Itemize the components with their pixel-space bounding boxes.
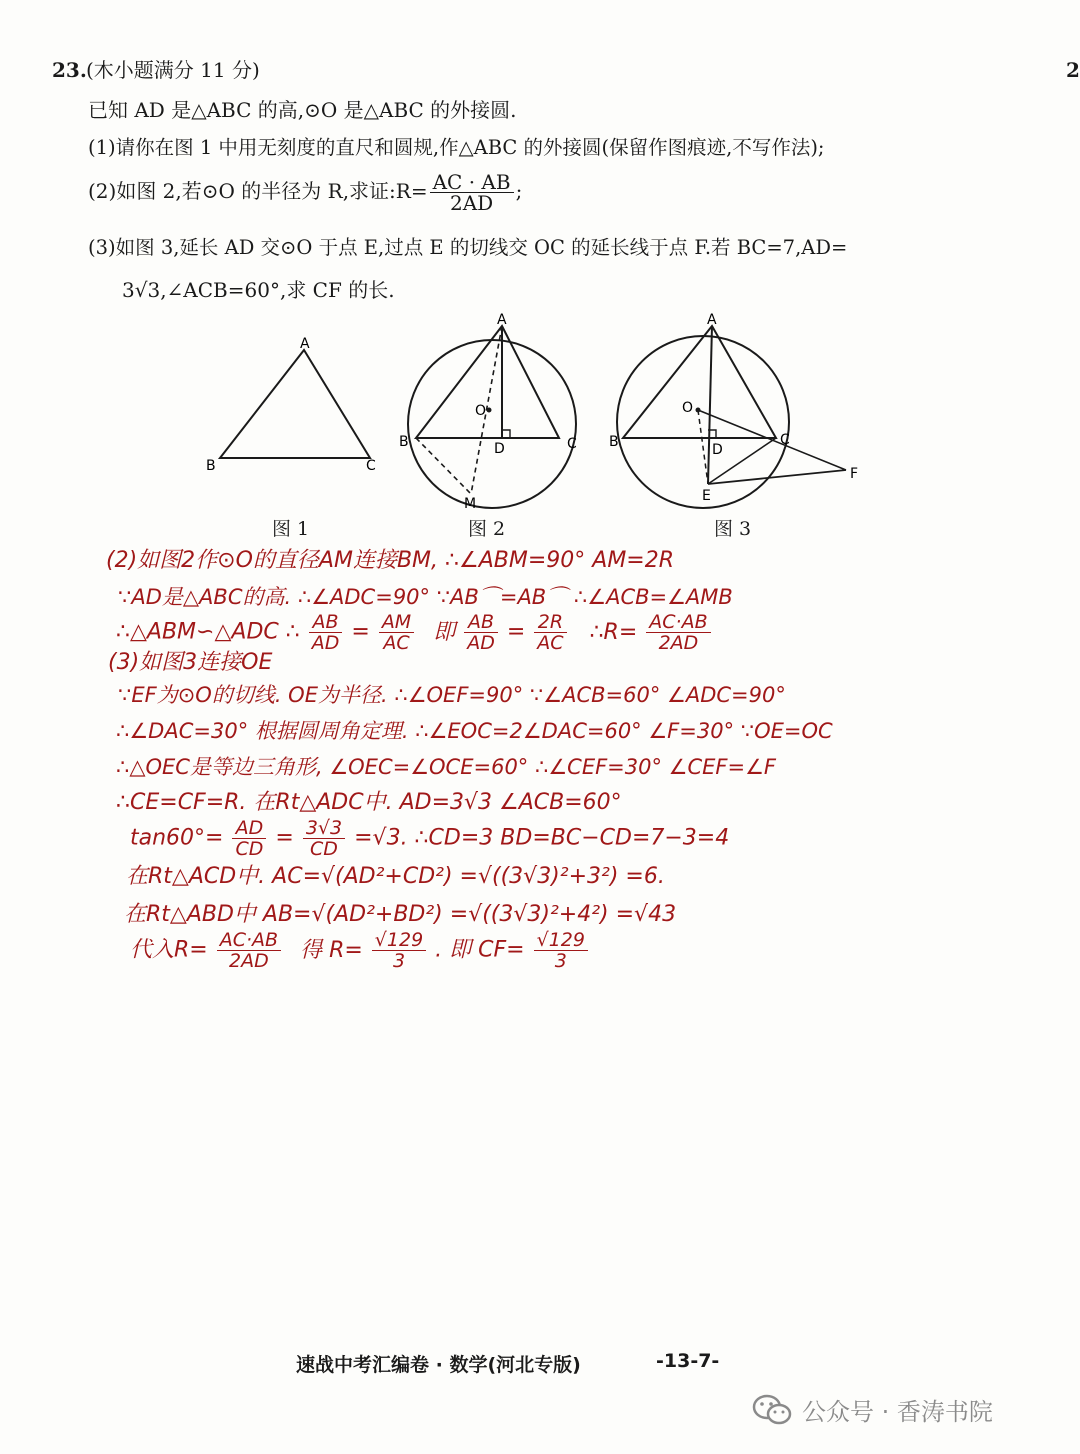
fig2-center bbox=[487, 408, 492, 413]
solution-line-3 bbox=[116, 612, 713, 653]
figure-3 bbox=[604, 312, 874, 512]
fig1-label-a: A bbox=[300, 336, 310, 352]
fig3-label-e: E bbox=[702, 488, 711, 504]
sol12-frac-3-den: 3 bbox=[554, 950, 567, 972]
sol9-frac-1-den: CD bbox=[235, 838, 264, 860]
fig2-label-b: B bbox=[399, 434, 409, 450]
sol3-frac-2-den: AC bbox=[383, 632, 410, 654]
sol9-text-b: =√3. ∴CD=3 BD=BC−CD=7−3=4 bbox=[354, 825, 730, 851]
caption-figure-3: 图 3 bbox=[714, 518, 752, 540]
sol3-text-c: ∴R= bbox=[589, 619, 638, 645]
fig1-label-c: C bbox=[366, 458, 376, 474]
sol12-frac-2-num: √129 bbox=[372, 930, 426, 951]
part2-suffix: ; bbox=[515, 179, 523, 203]
footer-page-number: -13-7- bbox=[656, 1350, 720, 1372]
question-part2 bbox=[88, 172, 522, 213]
solution-line-2: ∵AD是△ABC的高. ∴∠ADC=90° ∵AB⌒=AB⌒ ∴∠ACB=∠AMB bbox=[118, 585, 733, 609]
sol3-frac-4-den: AC bbox=[537, 632, 564, 654]
fig3-altitude-extended bbox=[708, 326, 712, 484]
sol3-frac-2-num: AM bbox=[379, 612, 414, 633]
question-header: (木小题满分 11 分) bbox=[86, 58, 260, 82]
fig2-triangle bbox=[416, 326, 559, 438]
fig2-label-o: O bbox=[475, 403, 487, 419]
fig3-label-o: O bbox=[682, 400, 694, 416]
sol12-text-b: 得 R= bbox=[300, 937, 363, 963]
fig2-right-angle bbox=[502, 430, 510, 438]
caption-figure-2: 图 2 bbox=[468, 518, 506, 540]
sol3-eq-2: = bbox=[506, 619, 526, 645]
sol9-eq: = bbox=[275, 825, 294, 851]
sol9-frac-1-num: AD bbox=[232, 818, 266, 839]
watermark-text: 公众号 · 香涛书院 bbox=[802, 1398, 993, 1426]
fig1-triangle bbox=[220, 350, 370, 458]
fig3-oe-dashed bbox=[698, 410, 708, 484]
sol12-frac-1 bbox=[217, 930, 281, 971]
sol12-frac-2 bbox=[372, 930, 426, 971]
sol3-frac-5-den: 2AD bbox=[658, 632, 699, 654]
solution-line-4: (3)如图3连接OE bbox=[108, 650, 273, 675]
sol3-text-a: ∴△ABM∽△ADC ∴ bbox=[116, 619, 300, 645]
solution-line-11: 在Rt△ABD中 AB=√(AD²+BD²) =√((3√3)²+4²) =√43 bbox=[124, 902, 677, 927]
sol3-frac-1-num: AB bbox=[309, 612, 343, 633]
fig2-label-m: M bbox=[464, 496, 477, 510]
question-part1: (1)请你在图 1 中用无刻度的直尺和圆规,作△ABC 的外接圆(保留作图痕迹,不写作法); bbox=[88, 136, 825, 159]
sol12-text-c: . 即 CF= bbox=[435, 937, 525, 963]
figure-2 bbox=[395, 312, 590, 510]
watermark bbox=[752, 1392, 993, 1427]
question-part3-line2: 3√3,∠ACB=60°,求 CF 的长. bbox=[122, 278, 395, 302]
solution-line-12 bbox=[130, 930, 590, 971]
fig3-label-f: F bbox=[850, 466, 859, 482]
fig2-label-d: D bbox=[494, 441, 505, 457]
part2-fraction bbox=[430, 172, 514, 213]
sol3-frac-3-den: AD bbox=[467, 632, 495, 654]
fig3-center bbox=[696, 408, 701, 413]
sol12-text-a: 代入R= bbox=[130, 937, 208, 963]
sol3-frac-2 bbox=[379, 612, 414, 653]
sol3-frac-3-num: AB bbox=[464, 612, 498, 633]
wechat-icon bbox=[752, 1393, 792, 1427]
sol9-frac-1 bbox=[232, 818, 266, 859]
solution-line-1: (2)如图2作⊙O的直径AM连接BM, ∴∠ABM=90° AM=2R bbox=[106, 548, 675, 573]
part2-prefix: (2)如图 2,若⊙O 的半径为 R,求证:R= bbox=[88, 179, 428, 203]
sol9-frac-2-num: 3√3 bbox=[303, 818, 345, 839]
sol3-frac-5 bbox=[646, 612, 710, 653]
solution-line-6: ∴∠DAC=30° 根据圆周角定理. ∴∠EOC=2∠DAC=60° ∠F=30° ∵OE=OC bbox=[116, 719, 833, 743]
part2-numerator: AC · AB bbox=[430, 172, 514, 193]
caption-figure-1: 图 1 bbox=[272, 518, 310, 540]
figure-1 bbox=[200, 330, 390, 480]
fig3-circle bbox=[617, 336, 789, 508]
corner-marker: 2 bbox=[1066, 58, 1080, 82]
fig2-label-a: A bbox=[497, 312, 507, 328]
sol3-frac-5-num: AC·AB bbox=[646, 612, 710, 633]
solution-line-7: ∴△OEC是等边三角形, ∠OEC=∠OCE=60° ∴∠CEF=30° ∠CEF=∠F bbox=[116, 755, 777, 779]
fig3-tangent-ef bbox=[708, 470, 846, 484]
fig3-label-c: C bbox=[780, 432, 790, 448]
fig2-label-c: C bbox=[567, 436, 577, 452]
solution-line-10: 在Rt△ACD中. AC=√(AD²+CD²) =√((3√3)²+3²) =6. bbox=[126, 864, 665, 889]
sol9-frac-2-den: CD bbox=[310, 838, 338, 860]
sol12-frac-1-num: AC·AB bbox=[217, 930, 281, 951]
solution-line-8: ∴CE=CF=R. 在Rt△ADC中. AD=3√3 ∠ACB=60° bbox=[116, 790, 622, 815]
question-number: 23. bbox=[52, 58, 87, 82]
footer-title: 速战中考汇编卷 · 数学(河北专版) bbox=[296, 1354, 581, 1376]
sol12-frac-1-den: 2AD bbox=[229, 950, 269, 972]
sol12-frac-3-num: √129 bbox=[534, 930, 588, 951]
fig3-label-d: D bbox=[712, 442, 723, 458]
sol3-text-b: 即 bbox=[433, 619, 456, 645]
sol9-text-a: tan60°= bbox=[130, 825, 224, 851]
solution-line-5: ∵EF为⊙O的切线. OE为半径. ∴∠OEF=90° ∵∠ACB=60° ∠ADC=90° bbox=[118, 683, 786, 707]
sol12-frac-2-den: 3 bbox=[392, 950, 406, 972]
sol9-frac-2 bbox=[303, 818, 345, 859]
fig3-label-b: B bbox=[609, 434, 619, 450]
fig3-label-a: A bbox=[707, 312, 717, 328]
sol12-frac-3 bbox=[534, 930, 588, 971]
sol3-eq-1: = bbox=[351, 619, 370, 645]
fig1-label-b: B bbox=[206, 458, 216, 474]
fig2-bm-line bbox=[416, 438, 471, 494]
sol3-frac-4 bbox=[534, 612, 566, 653]
sol3-frac-1-den: AD bbox=[311, 632, 340, 654]
sol3-frac-4-num: 2R bbox=[534, 612, 566, 633]
sol3-frac-1 bbox=[309, 612, 343, 653]
sol3-frac-3 bbox=[464, 612, 498, 653]
question-part3-line1: (3)如图 3,延长 AD 交⊙O 于点 E,过点 E 的切线交 OC 的延长线于点 F.若 BC=7,AD= bbox=[88, 236, 848, 259]
part2-denominator: 2AD bbox=[449, 191, 494, 215]
question-intro: 已知 AD 是△ABC 的高,⊙O 是△ABC 的外接圆. bbox=[88, 98, 517, 122]
solution-line-9 bbox=[130, 818, 729, 859]
